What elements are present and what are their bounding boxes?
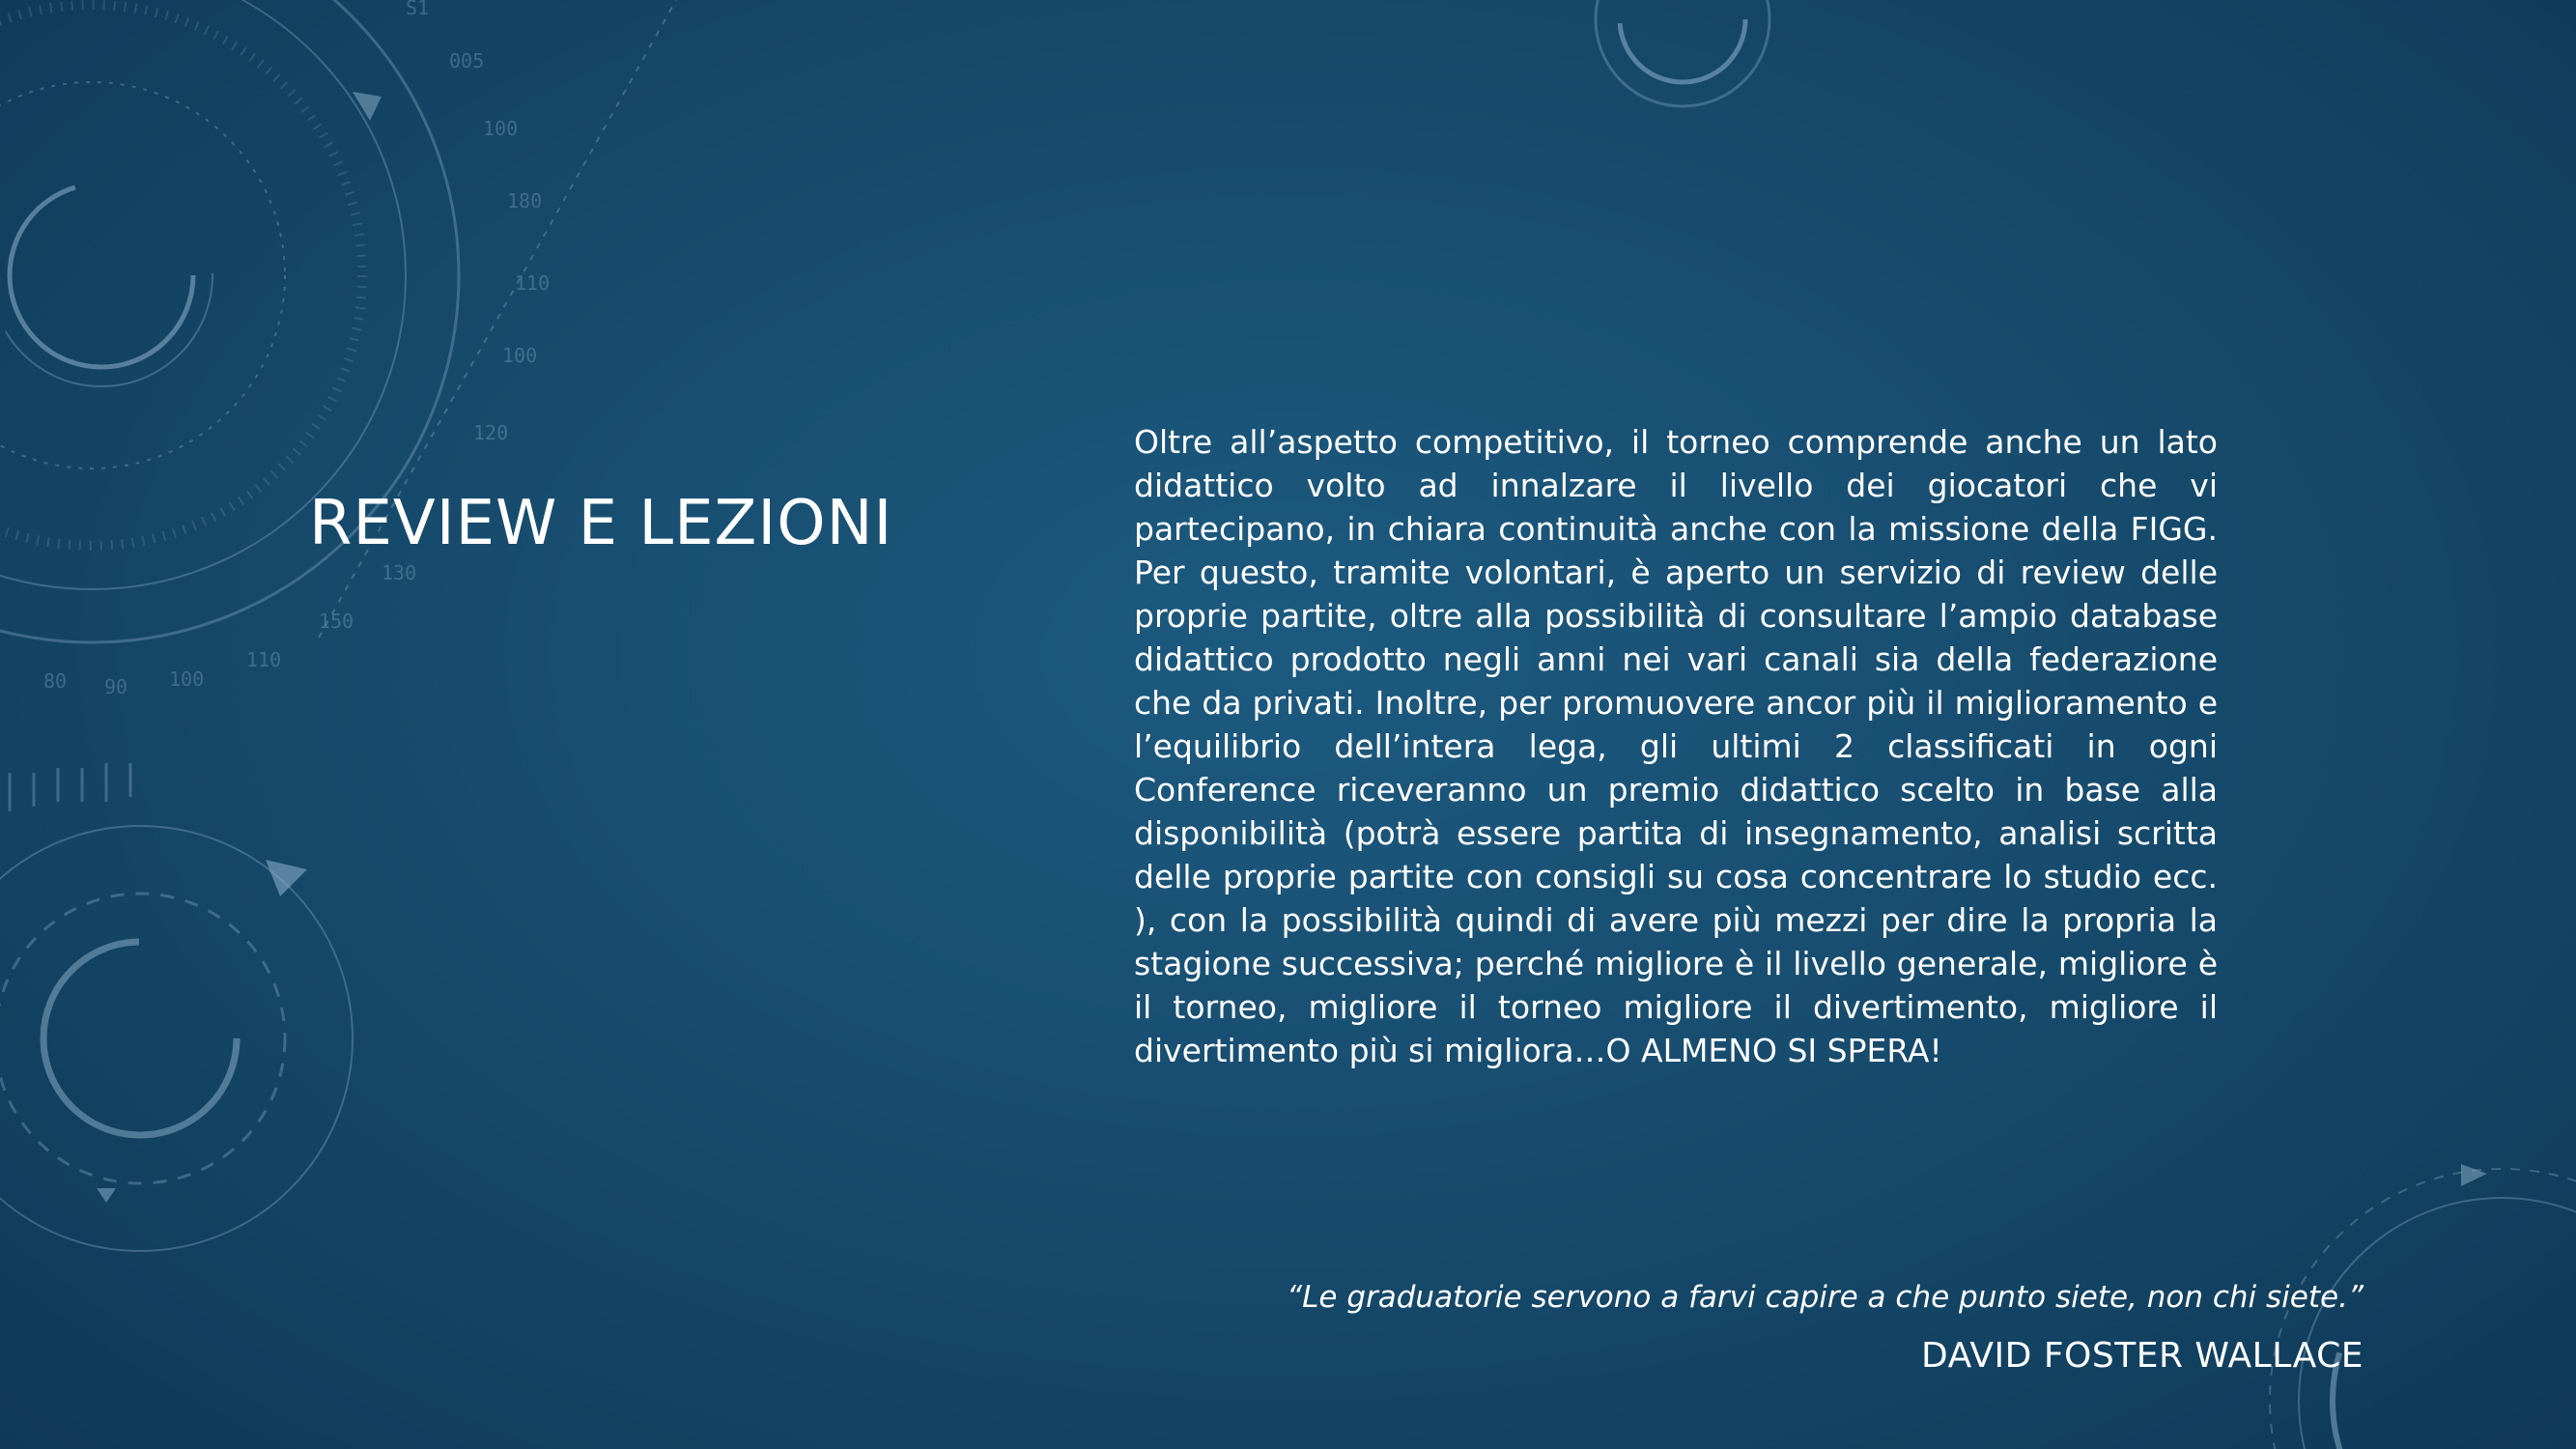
dial-label: 110 bbox=[515, 271, 551, 295]
dial-label: 130 bbox=[382, 561, 417, 584]
dial-label: 100 bbox=[169, 668, 205, 691]
quote-author: DAVID FOSTER WALLACE bbox=[1921, 1336, 2364, 1376]
slide-title: REVIEW E LEZIONI bbox=[309, 488, 893, 559]
dial-label: 100 bbox=[483, 117, 519, 140]
dial-label: 150 bbox=[319, 610, 354, 633]
dial-label: 90 bbox=[104, 675, 128, 698]
dial-label: 120 bbox=[473, 421, 509, 444]
dial-label: 80 bbox=[43, 669, 68, 693]
dial-label: 100 bbox=[502, 344, 538, 367]
quote-text: “Le graduatorie servono a farvi capire a che punto siete, non chi siete.” bbox=[1287, 1280, 2364, 1315]
dial-label: S1 bbox=[406, 0, 430, 19]
dial-label: 005 bbox=[449, 49, 485, 72]
dial-label: 110 bbox=[246, 648, 282, 671]
slide-body-text: Oltre all’aspetto competitivo, il torneo comprende anche un lato didattico volto ad innalzare il livello dei giocatori che vi partecipano, in chiara continuità anche con la missione della FIGG. Per questo, tramite volontari, è aperto un servizio di review delle proprie partite, oltre alla possibilità di consultare l’ampio database didattico prodotto negli anni nei vari canali sia della federazione che da privati. Inoltre, per promuovere ancor più il miglioramento e l’equilibrio dell’intera lega, gli ultimi 2 classificati in ogni Conference riceveranno un premio didattico scelto in base alla disponibilità (potrà essere partita di insegnamento, analisi scritta delle proprie partite con consigli su cosa concentrare lo studio ecc. ), con la possibilità quindi di avere più mezzi per dire la propria la stagione successiva; perché migliore è il livello generale, migliore è il torneo, migliore il torneo migliore il divertimento, migliore il divertimento più si migliora…O ALMENO SI SPERA! bbox=[1134, 423, 2218, 1069]
dial-label: 180 bbox=[507, 189, 543, 213]
